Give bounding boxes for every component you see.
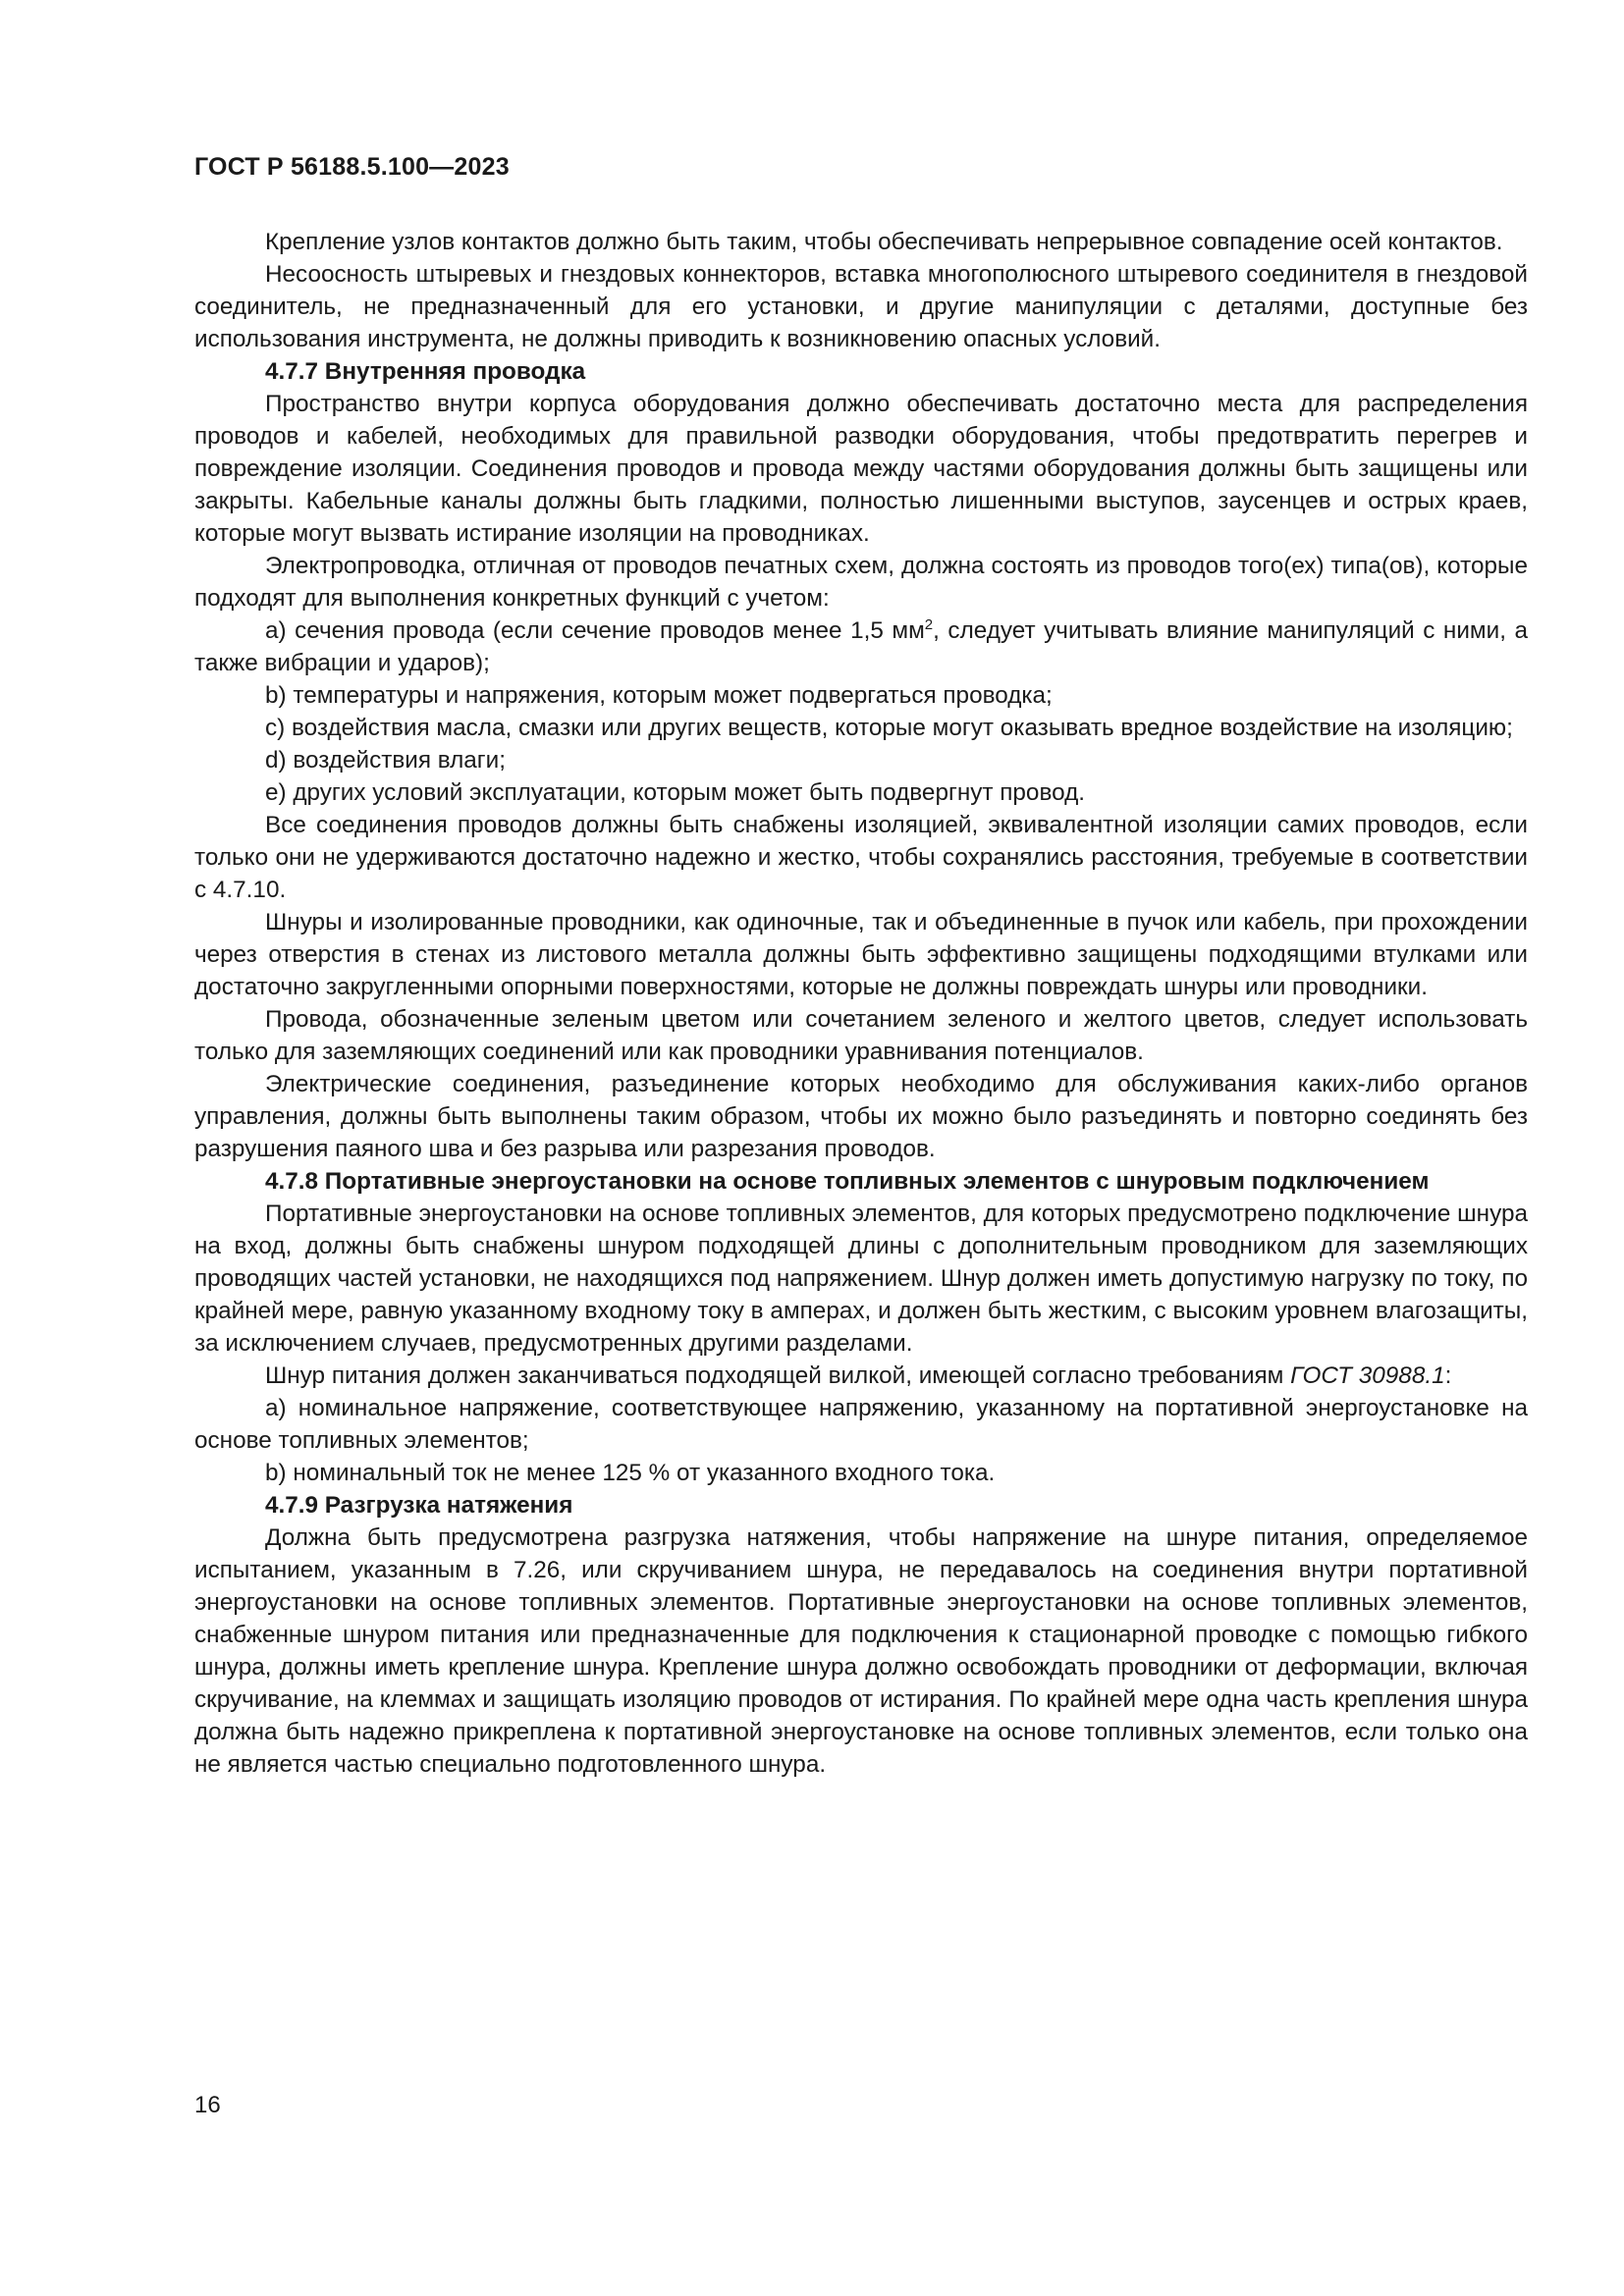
paragraph: Все соединения проводов должны быть снабжены изоляцией, эквивалентной изоляции самих проводов, если только они не удерживаются достаточно надежно и жестко, чтобы сохранялись расстояния, требуемые в соответствии с 4.7.10. [194,812,1528,903]
paragraph: Несоосность штыревых и гнездовых коннекторов, вставка многополюсного штыревого соединителя в гнездовой соединитель, не предназначенный для его установки, и другие манипуляции с деталями, доступные без использования инструмента, не должны приводить к возникновению опасных условий. [194,261,1528,352]
page-number: 16 [194,2092,221,2118]
paragraph: Пространство внутри корпуса оборудования должно обеспечивать достаточно места для распределения проводов и кабелей, необходимых для правильной разводки оборудования, чтобы предотвратить перегрев и повреждение изоляции. Соединения проводов и провода между частями оборудования должны быть защищены или закрыты. Кабельные каналы должны быть гладкими, полностью лишенными выступов, заусенцев и острых краев, которые могут вызвать истирание изоляции на проводниках. [194,391,1528,547]
list-item: e) других условий эксплуатации, которым может быть подвергнут провод. [265,779,1085,806]
section-heading-4-7-7: 4.7.7 Внутренняя проводка [265,358,586,385]
list-item: c) воздействия масла, смазки или других веществ, которые могут оказывать вредное воздействие на изоляцию; [265,715,1513,741]
document-header: ГОСТ Р 56188.5.100—2023 [194,153,510,181]
section-heading-4-7-9: 4.7.9 Разгрузка натяжения [265,1492,573,1519]
paragraph: Шнуры и изолированные проводники, как одиночные, так и объединенные в пучок или кабель, при прохождении через отверстия в стенах из листового металла должны быть эффективно защищены подходящими втулками или достаточно закругленными опорными поверхностями, которые не должны повреждать шнуры или проводники. [194,909,1528,1000]
paragraph: Провода, обозначенные зеленым цветом или сочетанием зеленого и желтого цветов, следует использовать только для заземляющих соединений или как проводники уравнивания потенциалов. [194,1006,1528,1065]
list-item: а) номинальное напряжение, соответствующее напряжению, указанному на портативной энергоустановке на основе топливных элементов; [194,1395,1528,1454]
list-item [194,614,1528,679]
section-heading-4-7-8: 4.7.8 Портативные энергоустановки на основе топливных элементов с шнуровым подключением [265,1168,1430,1195]
list-item: b) температуры и напряжения, которым может подвергаться проводка; [265,682,1053,709]
paragraph-text: Шнур питания должен заканчиваться подходящей вилкой, имеющей согласно требованиям [265,1362,1291,1389]
standard-reference: ГОСТ 30988.1 [1290,1362,1445,1389]
paragraph: Крепление узлов контактов должно быть таким, чтобы обеспечивать непрерывное совпадение осей контактов. [265,229,1503,255]
document-body [194,226,1528,1781]
list-item-text: , следует учитывать влияние манипуляций с ними, а также вибрации и ударов); [194,617,1528,676]
list-item: d) воздействия влаги; [265,747,506,774]
paragraph: Портативные энергоустановки на основе топливных элементов, для которых предусмотрено подключение шнура на вход, должны быть снабжены шнуром подходящей длины с дополнительным проводником для заземляющих проводящих частей установки, не находящихся под напряжением. Шнур должен иметь допустимую нагрузку по току, по крайней мере, равную указанному входному току в амперах, и должен быть жестким, с высоким уровнем влагозащиты, за исключением случаев, предусмотренных другими разделами. [194,1201,1528,1357]
superscript: 2 [924,616,934,633]
paragraph-text: : [1444,1362,1452,1389]
paragraph: Электрические соединения, разъединение которых необходимо для обслуживания каких-либо органов управления, должны быть выполнены таким образом, чтобы их можно было разъединять и повторно соединять без разрушения паяного шва и без разрыва или разрезания проводов. [194,1071,1528,1162]
paragraph: Должна быть предусмотрена разгрузка натяжения, чтобы напряжение на шнуре питания, определяемое испытанием, указанным в 7.26, или скручиванием шнура, не передавалось на соединения внутри портативной энергоустановки на основе топливных элементов. Портативные энергоустановки на основе топливных элементов, снабженные шнуром питания или предназначенные для подключения к стационарной проводке с помощью гибкого шнура, должны иметь крепление шнура. Крепление шнура должно освобождать проводники от деформации, включая скручивание, на клеммах и защищать изоляцию проводов от истирания. По крайней мере одна часть крепления шнура должна быть надежно прикреплена к портативной энергоустановке на основе топливных элементов, если только она не является частью специально подготовленного шнура. [194,1524,1528,1778]
paragraph [194,1360,1528,1392]
list-item: b) номинальный ток не менее 125 % от указанного входного тока. [265,1460,996,1486]
paragraph: Электропроводка, отличная от проводов печатных схем, должна состоять из проводов того(ех) типа(ов), которые подходят для выполнения конкретных функций с учетом: [194,553,1528,612]
list-item-text: а) сечения провода (если сечение проводов менее 1,5 мм [265,617,925,644]
